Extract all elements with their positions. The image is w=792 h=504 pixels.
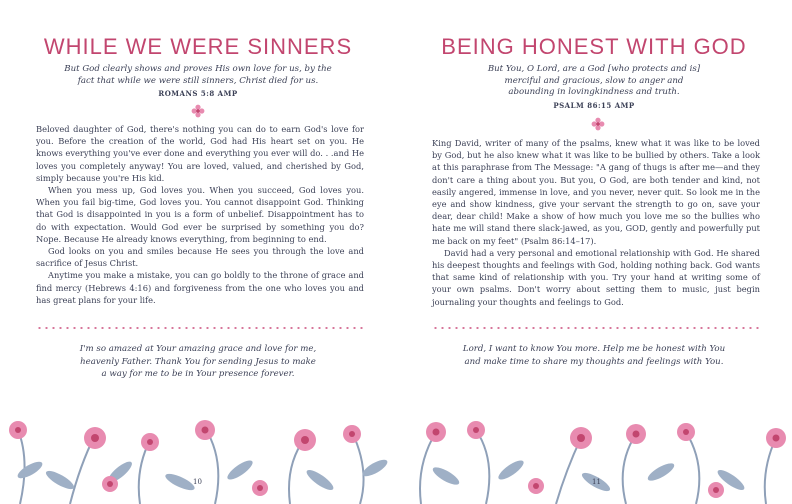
paragraph: King David, writer of many of the psalms, knew what it was like to be loved by God, but he also knew what it was like to be bullied by others. Take a look at this paraphrase from The Message: "A gang of thugs is after me—and they don't care a thing about you. But you, O God, are both tender and kind, not easily angered, immense in love, and you never, never quit. So look me in the eye and show kindness, give your servant the strength to go on, save your dear, dear child! Make a show of how much you love me so the bullies who hate me will stand there slack-jawed, as you, GOD, gently and powerfully put me back on my feet" (Psalm 86:14–17). — [432, 138, 760, 246]
prayer-line: and make time to share my thoughts and feelings with You. — [464, 356, 724, 367]
floral-border-icon — [396, 410, 792, 504]
verse-text — [446, 64, 742, 99]
prayer-line: a way for me to be in Your presence forever. — [101, 369, 295, 379]
prayer-line: heavenly Father. Thank You for sending Jesus to make — [80, 356, 316, 367]
floral-border-icon — [0, 410, 396, 504]
verse-reference: PSALM 86:15 AMP — [553, 101, 635, 110]
prayer-text — [436, 343, 752, 368]
page-number: 11 — [592, 478, 601, 486]
paragraph: Anytime you make a mistake, you can go boldly to the throne of grace and find mercy (Hebrews 4:16) and forgiveness from the one who loves you and has great plans for your life. — [36, 270, 364, 305]
paragraph: Beloved daughter of God, there's nothing you can do to earn God's love for you. Before the creation of the world, God had His heart set on you. He knows everything you've ever done and everything you ever will do. . .and He loves you completely anyway! You are loved, valued, and cherished by God, simply because you're His kid. — [36, 124, 364, 183]
paragraph: God looks on you and smiles because He sees you through the love and sacrifice of Jesus Christ. — [36, 246, 364, 269]
flower-divider-icon — [191, 104, 205, 118]
page-title: WHILE WE WERE SINNERS — [43, 34, 353, 59]
prayer-text — [40, 343, 356, 381]
flower-divider-icon — [591, 117, 605, 131]
right-page — [396, 0, 792, 504]
paragraph: When you mess up, God loves you. When you succeed, God loves you. When you fail big-time, God loves you. You cannot disappoint God. Thinking that God is disappointed in you is a form of unbelief. Disappointment has to do with expectation. Would God ever be surprised by something you do? Nope. Because He already knows everything, from beginning to end. — [36, 185, 364, 244]
dotted-divider — [36, 327, 364, 329]
verse-line: fact that while we were still sinners, Christ died for us. — [77, 75, 319, 86]
page-number: 10 — [193, 478, 202, 486]
verse-line: abounding in lovingkindness and truth. — [508, 87, 680, 97]
body-text — [432, 137, 760, 308]
prayer-line: I'm so amazed at Your amazing grace and love for me, — [79, 344, 317, 354]
dotted-divider — [432, 327, 760, 329]
verse-line: merciful and gracious, slow to anger and — [504, 75, 684, 86]
verse-line: But You, O Lord, are a God [who protects and is] — [487, 64, 701, 74]
body-text — [36, 123, 364, 306]
page-title: BEING HONEST WITH GOD — [441, 34, 747, 59]
paragraph: David had a very personal and emotional relationship with God. He shared his deepest thoughts and feelings with God, holding nothing back. God wants that same kind of relationship with you. Try your hand at writing some of your own psalms. Don't worry about setting them to music, just begin journaling your thoughts and feelings to God. — [432, 247, 760, 307]
verse-text — [50, 64, 346, 87]
verse-reference: ROMANS 5:8 AMP — [158, 89, 238, 98]
verse-line: But God clearly shows and proves His own love for us, by the — [64, 64, 332, 74]
prayer-line: Lord, I want to know You more. Help me be honest with You — [462, 344, 726, 354]
